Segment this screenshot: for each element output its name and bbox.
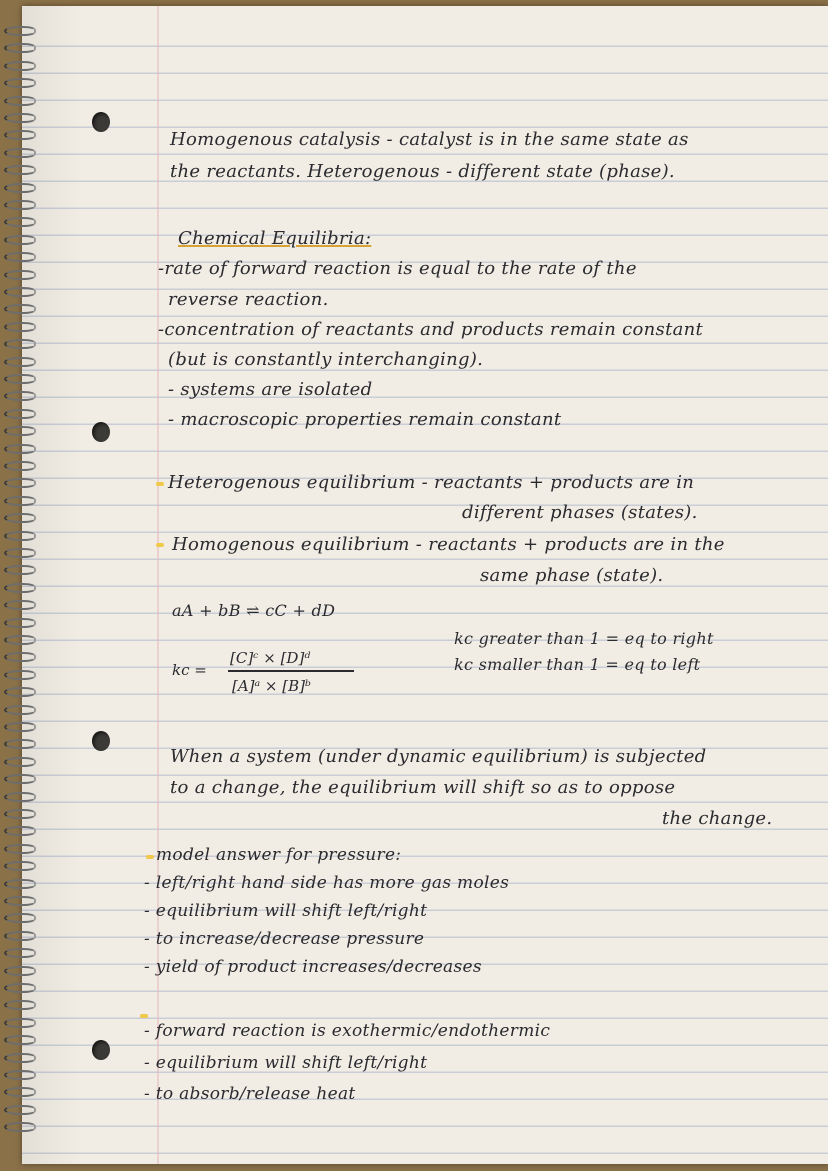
note-line: Heterogenous equilibrium - reactants + products are in — [168, 472, 695, 493]
kc-numerator: [C]ᶜ × [D]ᵈ — [230, 649, 311, 667]
spiral-coil — [4, 722, 36, 732]
spiral-coil — [4, 96, 36, 106]
spiral-coil — [4, 444, 36, 454]
spiral-coil — [4, 217, 36, 227]
punch-hole — [92, 112, 110, 132]
spiral-coil — [4, 1018, 36, 1028]
spiral-coil — [4, 931, 36, 941]
spiral-coil — [4, 705, 36, 715]
spiral-coil — [4, 652, 36, 662]
spiral-binding — [0, 6, 40, 1164]
spiral-coil — [4, 548, 36, 558]
spiral-coil — [4, 409, 36, 419]
spiral-coil — [4, 496, 36, 506]
spiral-coil — [4, 966, 36, 976]
note-line: the change. — [662, 808, 773, 829]
note-line: Homogenous equilibrium - reactants + products are in the — [172, 534, 725, 555]
spiral-coil — [4, 809, 36, 819]
fraction-bar — [228, 670, 354, 672]
highlight-bullet — [156, 482, 164, 486]
spiral-coil — [4, 583, 36, 593]
note-line: the reactants. Heterogenous - different state (phase). — [170, 161, 675, 182]
spiral-coil — [4, 983, 36, 993]
note-line: Homogenous catalysis - catalyst is in the same state as — [170, 129, 689, 150]
note-line: - left/right hand side has more gas moles — [144, 873, 510, 893]
spiral-coil — [4, 1000, 36, 1010]
note-line: kc smaller than 1 = eq to left — [454, 655, 701, 674]
note-line: When a system (under dynamic equilibrium) is subjected — [170, 746, 707, 767]
spiral-coil — [4, 113, 36, 123]
note-line: kc greater than 1 = eq to right — [454, 629, 714, 648]
spiral-coil — [4, 513, 36, 523]
spiral-coil — [4, 235, 36, 245]
spiral-coil — [4, 948, 36, 958]
spiral-coil — [4, 792, 36, 802]
spiral-coil — [4, 165, 36, 175]
note-line: - equilibrium will shift left/right — [144, 1053, 428, 1073]
spiral-coil — [4, 1105, 36, 1115]
spiral-coil — [4, 322, 36, 332]
note-line: - equilibrium will shift left/right — [144, 901, 428, 921]
note-line: - macroscopic properties remain constant — [168, 409, 562, 430]
spiral-coil — [4, 461, 36, 471]
note-line: - forward reaction is exothermic/endothermic — [144, 1021, 551, 1041]
note-line: reverse reaction. — [168, 289, 329, 310]
spiral-coil — [4, 200, 36, 210]
spiral-coil — [4, 426, 36, 436]
note-line: -concentration of reactants and products remain constant — [158, 319, 704, 340]
highlight-bullet — [156, 543, 164, 547]
notebook-page — [22, 6, 828, 1164]
spiral-coil — [4, 61, 36, 71]
punch-hole — [92, 1040, 110, 1060]
spiral-coil — [4, 148, 36, 158]
highlight-bullet — [146, 855, 154, 859]
spiral-coil — [4, 270, 36, 280]
spiral-coil — [4, 670, 36, 680]
punch-hole — [92, 731, 110, 751]
spiral-coil — [4, 304, 36, 314]
spiral-coil — [4, 635, 36, 645]
spiral-coil — [4, 130, 36, 140]
spiral-coil — [4, 287, 36, 297]
highlight-bullet — [140, 1014, 148, 1018]
spiral-coil — [4, 913, 36, 923]
equation: aA + bB ⇌ cC + dD — [172, 601, 336, 620]
spiral-coil — [4, 374, 36, 384]
spiral-coil — [4, 844, 36, 854]
kc-denominator: [A]ᵃ × [B]ᵇ — [232, 677, 311, 695]
margin-line — [157, 6, 159, 1164]
spiral-coil — [4, 826, 36, 836]
note-line: - to absorb/release heat — [144, 1084, 356, 1104]
section-heading: Chemical Equilibria: — [178, 228, 372, 249]
spiral-coil — [4, 357, 36, 367]
spiral-coil — [4, 879, 36, 889]
spiral-coil — [4, 1035, 36, 1045]
note-line: -rate of forward reaction is equal to the rate of the — [158, 258, 637, 279]
spiral-coil — [4, 774, 36, 784]
spiral-coil — [4, 1122, 36, 1132]
note-line: model answer for pressure: — [156, 845, 402, 865]
spiral-coil — [4, 618, 36, 628]
note-line: (but is constantly interchanging). — [168, 349, 484, 370]
spiral-coil — [4, 78, 36, 88]
spiral-coil — [4, 739, 36, 749]
spiral-coil — [4, 861, 36, 871]
spiral-coil — [4, 252, 36, 262]
spiral-coil — [4, 478, 36, 488]
spiral-coil — [4, 339, 36, 349]
spiral-coil — [4, 687, 36, 697]
spiral-coil — [4, 1053, 36, 1063]
note-line: - yield of product increases/decreases — [144, 957, 482, 977]
spiral-coil — [4, 757, 36, 767]
spiral-coil — [4, 565, 36, 575]
spiral-coil — [4, 391, 36, 401]
spiral-coil — [4, 183, 36, 193]
note-line: - to increase/decrease pressure — [144, 929, 425, 949]
spiral-coil — [4, 26, 36, 36]
note-line: to a change, the equilibrium will shift so as to oppose — [170, 777, 676, 798]
spiral-coil — [4, 531, 36, 541]
spiral-coil — [4, 43, 36, 53]
spiral-coil — [4, 600, 36, 610]
spiral-coil — [4, 896, 36, 906]
spiral-coil — [4, 1070, 36, 1080]
punch-hole — [92, 422, 110, 442]
note-line: same phase (state). — [480, 565, 664, 586]
note-line: - systems are isolated — [168, 379, 373, 400]
spiral-coil — [4, 1087, 36, 1097]
note-line: different phases (states). — [462, 502, 698, 523]
kc-label: kc = — [172, 661, 207, 679]
